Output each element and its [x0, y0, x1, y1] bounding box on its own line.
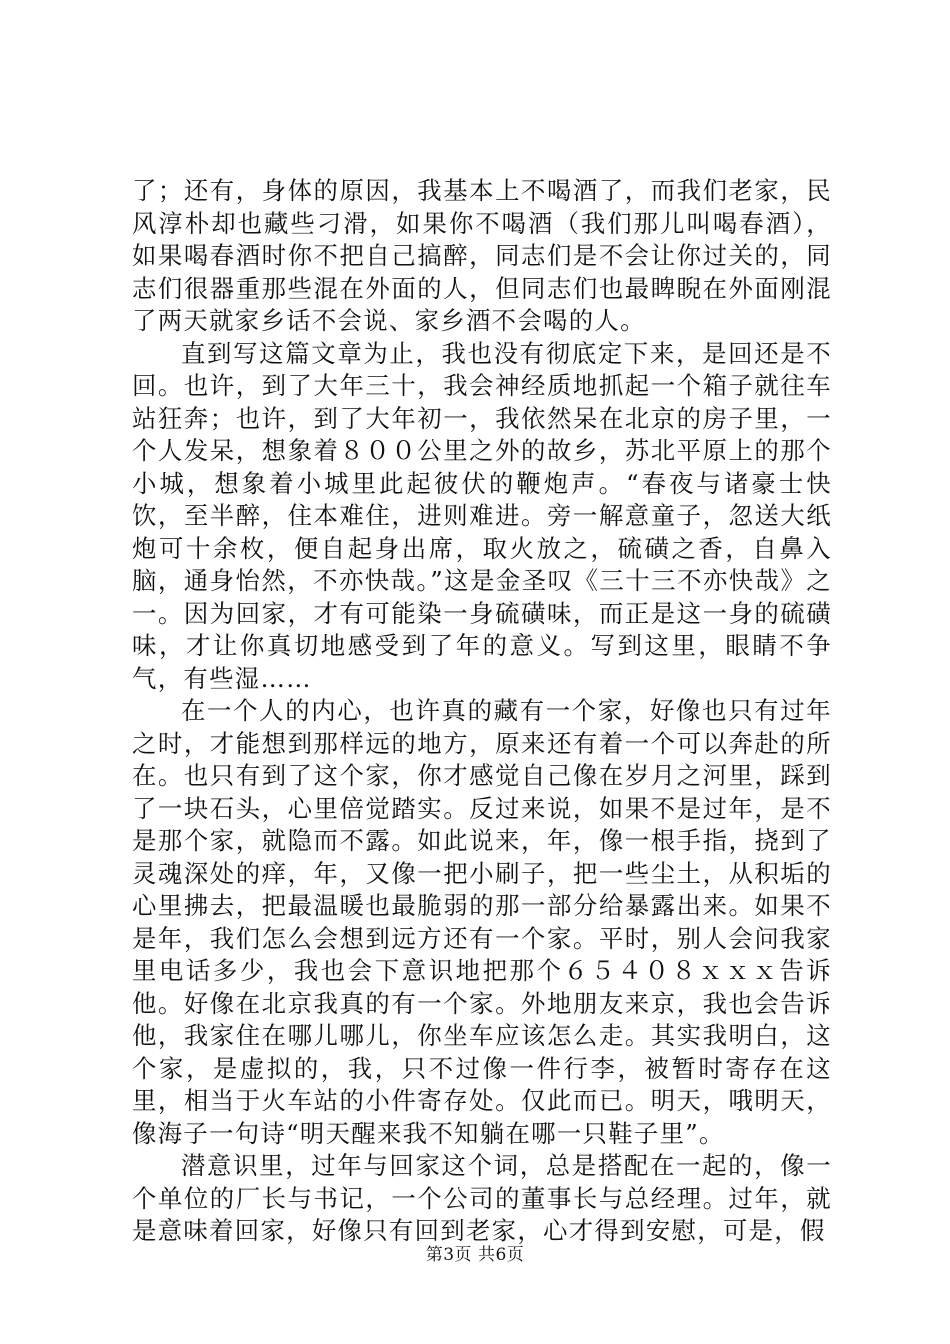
paragraph-3: 在一个人的内心，也许真的藏有一个家，好像也只有过年之时，才能想到那样远的地方，原来还有着一个可以奔赴的所在。也只有到了这个家，你才感觉自己像在岁月之河里，踩到了一块石头，心里倍觉踏实。反过来说，如果不是过年，是不是那个家，就隐而不露。如此说来，年，像一根手指，挠到了灵魂深处的痒，年，又像一把小刷子，把一些尘土，从积垢的心里拂去，把最温暖也最脆弱的那一部分给暴露出来。如果不是年，我们怎么会想到远方还有一个家。平时，别人会问我家里电话多少，我也会下意识地把那个６５４０８ｘｘｘ告诉他。好像在北京我真的有一个家。外地朋友来京，我也会告诉他，我家住在哪儿哪儿，你坐车应该怎么走。其实我明白，这个家，是虚拟的，我，只不过像一件行李，被暂时寄存在这里，相当于火车站的小件寄存处。仅此而已。明天，哦明天，像海子一句诗“明天醒来我不知躺在哪一只鞋子里”。	[132, 696, 832, 1148]
document-body	[132, 175, 832, 1248]
paragraph-4: 潜意识里，过年与回家这个词，总是搭配在一起的，像一个单位的厂长与书记，一个公司的董事长与总经理。过年，就是意味着回家，好像只有回到老家，心才得到安慰，可是，假	[132, 1151, 832, 1245]
paragraph-2: 直到写这篇文章为止，我也没有彻底定下来，是回还是不回。也许，到了大年三十，我会神经质地抓起一个箱子就往车站狂奔；也许，到了大年初一，我依然呆在北京的房子里，一个人发呆，想象着８００公里之外的故乡，苏北平原上的那个小城，想象着小城里此起彼伏的鞭炮声。“春夜与诸豪士快饮，至半醉，住本难住，进则难进。旁一解意童子，忽送大纸炮可十余枚，便自起身出席，取火放之，硫磺之香，自鼻入脑，通身怡然，不亦快哉。”这是金圣叹《三十三不亦快哉》之一。因为回家，才有可能染一身硫磺味，而正是这一身的硫磺味，才让你真切地感受到了年的意义。写到这里，眼睛不争气，有些湿……	[132, 338, 832, 693]
paragraph-1: 了；还有，身体的原因，我基本上不喝酒了，而我们老家，民风淳朴却也藏些刁滑，如果你不喝酒（我们那儿叫喝春酒），如果喝春酒时你不把自己搞醉，同志们是不会让你过关的，同志们很器重那些混在外面的人，但同志们也最睥睨在外面刚混了两天就家乡话不会说、家乡酒不会喝的人。	[132, 176, 832, 335]
page-footer: 第3页 共6页	[425, 1245, 525, 1265]
